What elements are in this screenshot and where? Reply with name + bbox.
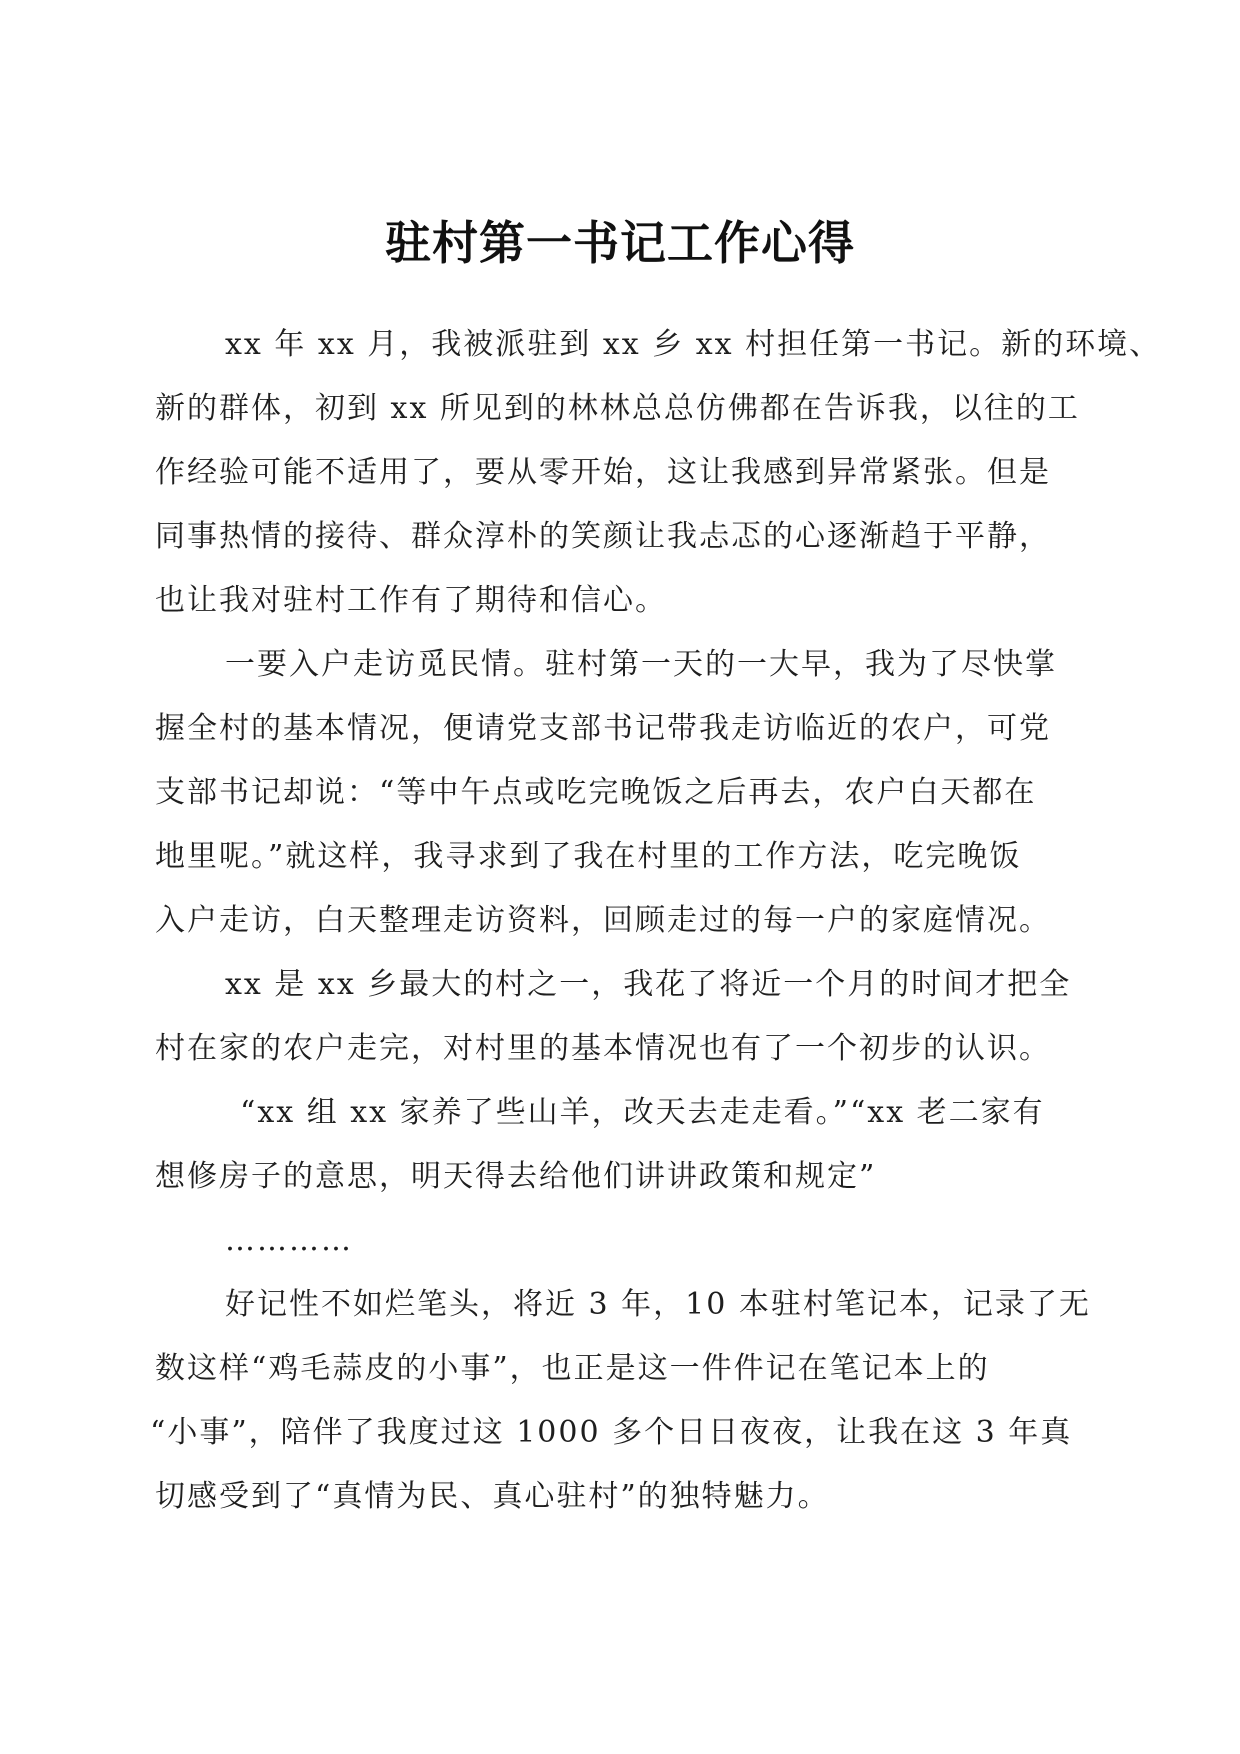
text-line: 同事热情的接待、群众淳朴的笑颜让我忐忑的心逐渐趋于平静， [155,519,1051,554]
text-line: 也让我对驻村工作有了期待和信心。 [155,583,667,618]
text-line: 握全村的基本情况，便请党支部书记带我走访临近的农户，可党 [155,711,1051,746]
text-line: 数这样“鸡毛蒜皮的小事”，也正是这一件件记在笔记本上的 [155,1351,990,1386]
text-line: 一要入户走访觅民情。驻村第一天的一大早，我为了尽快掌 [225,647,1057,682]
text-line: 新的群体，初到 xx 所见到的林林总总仿佛都在告诉我，以往的工 [155,391,1080,426]
text-line: “xx 组 xx 家养了些山羊，改天去走走看。”“xx 老二家有 [240,1095,1045,1130]
text-line: xx 年 xx 月，我被派驻到 xx 乡 xx 村担任第一书记。新的环境、 [225,327,1162,362]
text-line: xx 是 xx 乡最大的村之一，我花了将近一个月的时间才把全 [225,967,1072,1002]
text-line: 作经验可能不适用了，要从零开始，这让我感到异常紧张。但是 [155,455,1051,490]
ellipsis-line: ………… [225,1223,353,1258]
text-line: 支部书记却说：“等中午点或吃完晚饭之后再去，农户白天都在 [155,775,1037,810]
document-title: 驻村第一书记工作心得 [385,216,855,270]
text-line: 入户走访，白天整理走访资料，回顾走过的每一户的家庭情况。 [155,903,1051,938]
text-line: “小事”，陪伴了我度过这 1000 多个日日夜夜，让我在这 3 年真 [150,1415,1073,1450]
text-line: 好记性不如烂笔头，将近 3 年，10 本驻村笔记本，记录了无 [225,1287,1091,1322]
text-line: 切感受到了“真情为民、真心驻村”的独特魅力。 [155,1479,830,1514]
text-line: 村在家的农户走完，对村里的基本情况也有了一个初步的认识。 [155,1031,1051,1066]
text-line: 地里呢。”就这样，我寻求到了我在村里的工作方法，吃完晚饭 [155,839,1022,874]
text-line: 想修房子的意思，明天得去给他们讲讲政策和规定” [155,1159,877,1194]
